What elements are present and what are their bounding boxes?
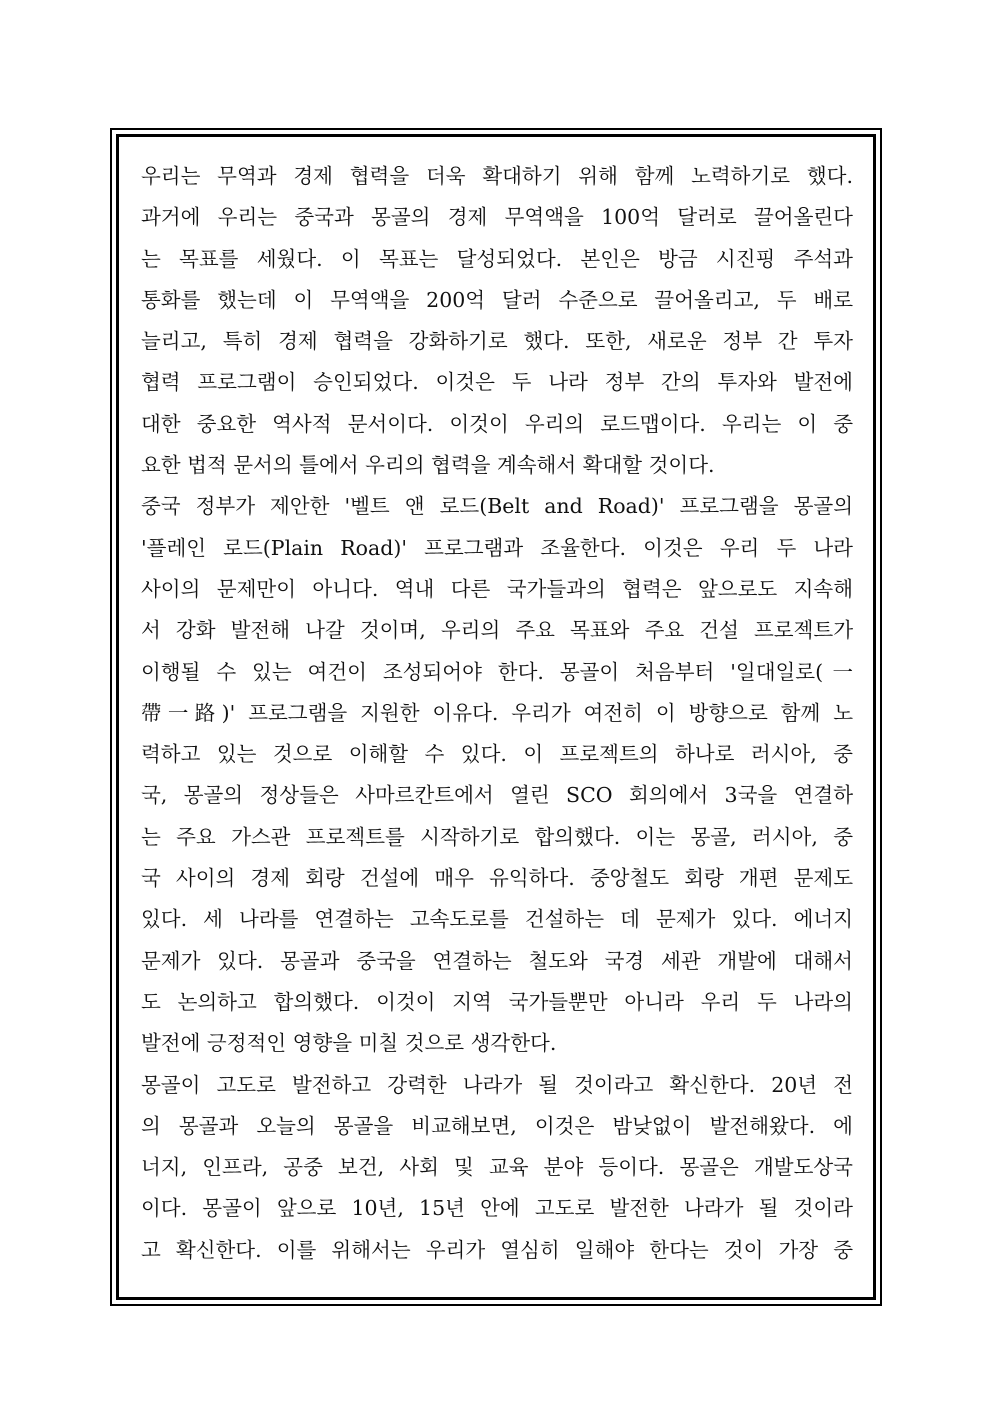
text-line: 협력 프로그램이 승인되었다. 이것은 두 나라 정부 간의 투자와 발전에 xyxy=(141,370,853,395)
text-line: 도 논의하고 합의했다. 이것이 지역 국가들뿐만 아니라 우리 두 나라의 xyxy=(141,989,853,1014)
text-line: 문제가 있다. 몽골과 중국을 연결하는 철도와 국경 세관 개발에 대해서 xyxy=(141,948,853,973)
text-line: 는 주요 가스관 프로젝트를 시작하기로 합의했다. 이는 몽골, 러시아, 중 xyxy=(141,824,853,849)
text-line: '플레인 로드(Plain Road)' 프로그램과 조율한다. 이것은 우리 두 나라 xyxy=(141,535,853,560)
text-line: 너지, 인프라, 공중 보건, 사회 및 교육 분야 등이다. 몽골은 개발도상국 xyxy=(141,1155,853,1180)
text-line: 서 강화 발전해 나갈 것이며, 우리의 주요 목표와 주요 건설 프로젝트가 xyxy=(141,618,853,643)
text-line: 과거에 우리는 중국과 몽골의 경제 무역액을 100억 달러로 끌어올린다 xyxy=(141,205,853,230)
text-line: 이다. 몽골이 앞으로 10년, 15년 안에 고도로 발전한 나라가 될 것이라 xyxy=(141,1196,853,1221)
text-line: 사이의 문제만이 아니다. 역내 다른 국가들과의 협력은 앞으로도 지속해 xyxy=(141,576,853,601)
document-body xyxy=(141,156,853,1271)
text-line: 있다. 세 나라를 연결하는 고속도로를 건설하는 데 문제가 있다. 에너지 xyxy=(141,907,853,932)
text-line: 의 몽골과 오늘의 몽골을 비교해보면, 이것은 밤낮없이 발전해왔다. 에 xyxy=(141,1113,853,1138)
text-line: 국, 몽골의 정상들은 사마르칸트에서 열린 SCO 회의에서 3국을 연결하 xyxy=(141,783,853,808)
text-line: 요한 법적 문서의 틀에서 우리의 협력을 계속해서 확대할 것이다. xyxy=(141,453,715,478)
text-line: 발전에 긍정적인 영향을 미칠 것으로 생각한다. xyxy=(141,1031,557,1056)
text-line: 는 목표를 세웠다. 이 목표는 달성되었다. 본인은 방금 시진핑 주석과 xyxy=(141,246,853,271)
text-line: 몽골이 고도로 발전하고 강력한 나라가 될 것이라고 확신한다. 20년 전 xyxy=(141,1072,853,1097)
text-line: 중국 정부가 제안한 '벨트 앤 로드(Belt and Road)' 프로그램을 몽골의 xyxy=(141,494,853,519)
text-line: 대한 중요한 역사적 문서이다. 이것이 우리의 로드맵이다. 우리는 이 중 xyxy=(141,411,853,436)
text-line: 우리는 무역과 경제 협력을 더욱 확대하기 위해 함께 노력하기로 했다. xyxy=(141,164,853,188)
text-line: 帶一路)' 프로그램을 지원한 이유다. 우리가 여전히 이 방향으로 함께 노 xyxy=(141,700,853,725)
text-line: 력하고 있는 것으로 이해할 수 있다. 이 프로젝트의 하나로 러시아, 중 xyxy=(141,742,853,767)
text-line: 통화를 했는데 이 무역액을 200억 달러 수준으로 끌어올리고, 두 배로 xyxy=(141,287,853,312)
text-line: 늘리고, 특히 경제 협력을 강화하기로 했다. 또한, 새로운 정부 간 투자 xyxy=(141,329,853,354)
text-line: 국 사이의 경제 회랑 건설에 매우 유익하다. 중앙철도 회랑 개편 문제도 xyxy=(141,866,853,891)
text-line: 이행될 수 있는 여건이 조성되어야 한다. 몽골이 처음부터 '일대일로(一 xyxy=(141,659,853,684)
text-line: 고 확신한다. 이를 위해서는 우리가 열심히 일해야 한다는 것이 가장 중 xyxy=(141,1237,853,1262)
